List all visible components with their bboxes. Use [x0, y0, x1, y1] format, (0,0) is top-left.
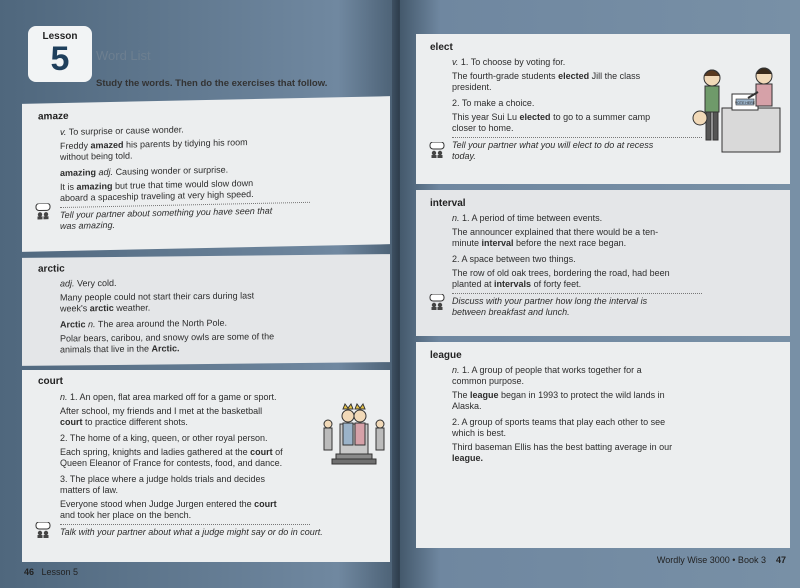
example-text: to go to a summer camp: [550, 112, 651, 122]
example-keyword: intervals: [494, 279, 532, 289]
definition: Causing wonder or surprise.: [115, 164, 229, 177]
footer-left: [24, 567, 78, 577]
definition: 1. A period of time between events.: [462, 213, 603, 223]
section-title: Word List: [96, 48, 151, 63]
definition: matters of law.: [60, 485, 119, 495]
example-keyword: amazing: [76, 180, 113, 192]
definition: 3. The place where a judge holds trials and decides: [60, 474, 265, 484]
example-keyword: elected: [519, 112, 551, 122]
entry-amaze: [22, 96, 390, 252]
example-text: It is: [60, 181, 77, 193]
example-keyword: interval: [481, 238, 514, 248]
example-text: This year Sui Lu: [452, 112, 520, 122]
example-text: but true that time would slow down: [112, 178, 254, 191]
definition: which is best.: [452, 428, 507, 438]
part-of-speech: v.: [452, 57, 459, 67]
part-of-speech: v.: [60, 126, 67, 138]
speech-bubble-icon: [428, 142, 446, 158]
talk-prompt: between breakfast and lunch.: [452, 307, 570, 317]
example-keyword: court: [250, 447, 273, 457]
example-keyword: league.: [452, 453, 484, 463]
example-text: began in 1993 to protect the wild lands in: [498, 390, 665, 400]
example-text: Alaska.: [452, 401, 482, 411]
example-text: closer to home.: [452, 123, 514, 133]
example-text: before the next race began.: [513, 238, 627, 248]
footer-right: [657, 555, 786, 565]
speech-bubble-icon: [34, 203, 52, 219]
right-page: [400, 0, 800, 588]
instructions: Study the words. Then do the exercises that follow.: [96, 78, 328, 89]
definition: 2. A space between two things.: [452, 254, 576, 264]
footer-lesson: Lesson 5: [41, 567, 79, 577]
entry-elect: [416, 34, 790, 184]
example-text: president.: [452, 82, 492, 92]
entry-word: arctic: [38, 263, 65, 275]
example-text: week's: [60, 303, 90, 314]
example-keyword: amazed: [90, 139, 124, 151]
example-keyword: court: [60, 417, 83, 427]
example-keyword: Arctic.: [151, 343, 180, 354]
example-text: The row of old oak trees, bordering the road, had been: [452, 268, 670, 278]
entry-arctic: [22, 254, 390, 366]
page-number: 46: [24, 567, 35, 577]
definition: The area around the North Pole.: [97, 317, 227, 330]
example-text: Everyone stood when Judge Jurgen entered the: [60, 499, 255, 509]
definition: Very cold.: [77, 277, 117, 289]
part-of-speech: adj.: [60, 278, 75, 289]
ballot-box-label: VOTE HERE: [734, 100, 756, 105]
part-of-speech: adj.: [98, 166, 114, 178]
lesson-number: 5: [50, 40, 70, 78]
definition: 1. To choose by voting for.: [460, 57, 566, 67]
part-of-speech: n.: [60, 392, 68, 402]
speech-bubble-icon: [428, 294, 446, 310]
entry-word: league: [430, 350, 462, 361]
speech-bubble-icon: [34, 522, 52, 538]
page-number: 47: [775, 555, 786, 565]
definition: 2. To make a choice.: [452, 98, 535, 108]
talk-prompt: Discuss with your partner how long the interval is: [452, 296, 648, 306]
talk-prompt: Tell your partner what you will elect to do at recess: [452, 140, 654, 150]
example-text: minute: [452, 238, 482, 248]
part-of-speech: n.: [452, 365, 460, 375]
talk-prompt: today.: [452, 151, 476, 161]
example-text: Polar bears, caribou, and snowy owls are some of the: [60, 331, 275, 344]
example-text: The announcer explained that there would be a ten-: [452, 227, 659, 237]
example-text: The fourth-grade students: [452, 71, 559, 81]
definition: 2. A group of sports teams that play each other to see: [452, 417, 666, 427]
example-keyword: arctic: [89, 302, 114, 314]
example-text: Freddy: [60, 140, 91, 152]
example-text: planted at: [452, 279, 495, 289]
entry-word: amaze: [38, 110, 69, 123]
definition: 2. The home of a king, queen, or other royal person.: [60, 433, 268, 443]
example-text: Jill the class: [589, 71, 641, 81]
voting-illustration: [692, 56, 786, 164]
entry-word: elect: [430, 42, 453, 53]
divider-dots: [452, 293, 702, 294]
definition: common purpose.: [452, 376, 525, 386]
talk-prompt: Talk with your partner about what a judge might say or do in court.: [60, 527, 323, 537]
part-of-speech: n.: [88, 319, 96, 330]
example-text: After school, my friends and I met at the basketball: [60, 406, 263, 416]
divider-dots: [452, 137, 702, 138]
lesson-badge: [28, 26, 92, 82]
part-of-speech: n.: [452, 213, 460, 223]
example-text: and took her place on the bench.: [60, 510, 192, 520]
example-text: The: [452, 390, 471, 400]
talk-prompt: Tell your partner about something you have seen that: [60, 205, 273, 221]
example-text: of forty feet.: [531, 279, 582, 289]
entry-court: [22, 370, 390, 562]
example-keyword: league: [470, 390, 499, 400]
entry-word: court: [38, 376, 63, 387]
divider-dots: [60, 524, 310, 525]
example-text: animals that live in the: [60, 343, 152, 355]
definition: To surprise or cause wonder.: [68, 124, 184, 137]
example-text: Queen Eleanor of France for contests, food, and dance.: [60, 458, 283, 468]
definition: 1. A group of people that works together for a: [462, 365, 642, 375]
example-text: Many people could not start their cars during last: [60, 290, 255, 303]
royal-court-illustration: [322, 394, 386, 470]
example-text: of: [272, 447, 283, 457]
example-text: Third baseman Ellis has the best batting average in our: [452, 442, 673, 452]
footer-book-title: Wordly Wise 3000 • Book 3: [656, 555, 766, 565]
example-text: Each spring, knights and ladies gathered at the: [60, 447, 251, 457]
entry-subword: Arctic: [60, 319, 86, 330]
example-text: weather.: [113, 302, 151, 313]
example-text: without being told.: [60, 150, 133, 163]
entry-interval: [416, 190, 790, 336]
entry-league: [416, 342, 790, 548]
example-text: his parents by tidying his room: [123, 137, 248, 150]
example-keyword: elected: [558, 71, 590, 81]
left-page: [0, 0, 398, 588]
entry-word: interval: [430, 198, 466, 209]
entry-subword: amazing: [60, 167, 97, 179]
talk-prompt: was amazing.: [60, 219, 116, 232]
example-text: aboard a spaceship traveling at very high speed.: [60, 189, 254, 204]
example-keyword: court: [254, 499, 277, 509]
definition: 1. An open, flat area marked off for a game or sport.: [70, 392, 277, 402]
example-text: to practice different shots.: [82, 417, 188, 427]
lesson-label: Lesson: [42, 31, 78, 42]
